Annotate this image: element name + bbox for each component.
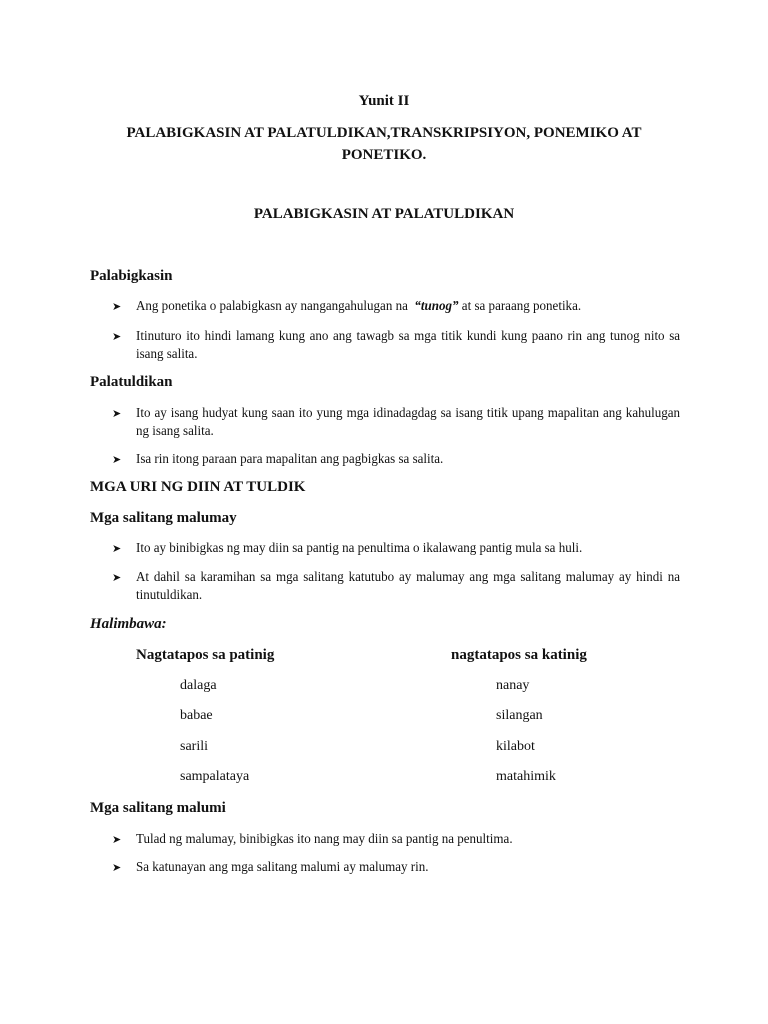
section-title: PALABIGKASIN AT PALATULDIKAN (253, 206, 515, 222)
heading-palatuldikan: Palatuldikan (90, 374, 173, 390)
arrow-bullet-icon: ➤ (112, 330, 122, 343)
heading-malumay: Mga salitang malumay (90, 510, 237, 526)
bullet-text: Ito ay binibigkas ng may diin sa pantig na penultima o ikalawang pantig mula sa huli. (136, 541, 583, 556)
heading-palabigkasin: Palabigkasin (90, 268, 173, 284)
unit-title: Yunit II (358, 93, 410, 109)
example-word: silangan (496, 708, 543, 723)
heading-malumi: Mga salitang malumi (90, 800, 226, 816)
example-word: sampalataya (180, 769, 250, 784)
list-item (112, 569, 681, 605)
arrow-bullet-icon: ➤ (112, 861, 122, 874)
main-title: PALABIGKASIN AT PALATULDIKAN,TRANSKRIPSIYON, PONEMIKO AT PONETIKO. (126, 125, 642, 163)
list-item (112, 298, 677, 316)
heading-halimbawa: Halimbawa: (90, 616, 167, 632)
list-item (112, 540, 677, 558)
column-header-katinig: nagtatapos sa katinig (451, 647, 587, 663)
bullet-text: Ito ay isang hudyat kung saan ito yung mga idinadagdag sa isang titik upang mapalitan ang kahulugan ng isang salita. (136, 406, 681, 439)
bullet-text: Tulad ng malumay, binibigkas ito nang may diin sa pantig na penultima. (136, 832, 513, 847)
column-header-patinig: Nagtatapos sa patinig (136, 647, 275, 663)
arrow-bullet-icon: ➤ (112, 542, 122, 555)
heading-mga-uri: MGA URI NG DIIN AT TULDIK (90, 479, 306, 495)
list-item (112, 405, 681, 441)
list-item (112, 328, 681, 364)
example-word: matahimik (496, 769, 556, 784)
list-item (112, 859, 677, 877)
bullet-text: Itinuturo ito hindi lamang kung ano ang tawagb sa mga titik kundi kung paano rin ang tunog nito sa isang salita. (136, 329, 681, 362)
bullet-text: Sa katunayan ang mga salitang malumi ay malumay rin. (136, 860, 429, 875)
bullet-text: Isa rin itong paraan para mapalitan ang pagbigkas sa salita. (136, 452, 444, 467)
arrow-bullet-icon: ➤ (112, 453, 122, 466)
arrow-bullet-icon: ➤ (112, 571, 122, 584)
list-item (112, 451, 677, 469)
example-word: dalaga (180, 678, 217, 693)
example-word: babae (180, 708, 213, 723)
list-item (112, 831, 677, 849)
bullet-text: Ang ponetika o palabigkasn ay nangangahulugan na “tunog” at sa paraang ponetika. (136, 299, 582, 314)
arrow-bullet-icon: ➤ (112, 407, 122, 420)
arrow-bullet-icon: ➤ (112, 833, 122, 846)
emphasis-word: “tunog” (414, 299, 459, 314)
arrow-bullet-icon: ➤ (112, 300, 122, 313)
example-word: kilabot (496, 739, 535, 754)
bullet-text: At dahil sa karamihan sa mga salitang katutubo ay malumay ang mga salitang malumay ay hindi na tinutuldikan. (136, 570, 681, 603)
example-word: nanay (496, 678, 530, 693)
example-word: sarili (180, 739, 208, 754)
